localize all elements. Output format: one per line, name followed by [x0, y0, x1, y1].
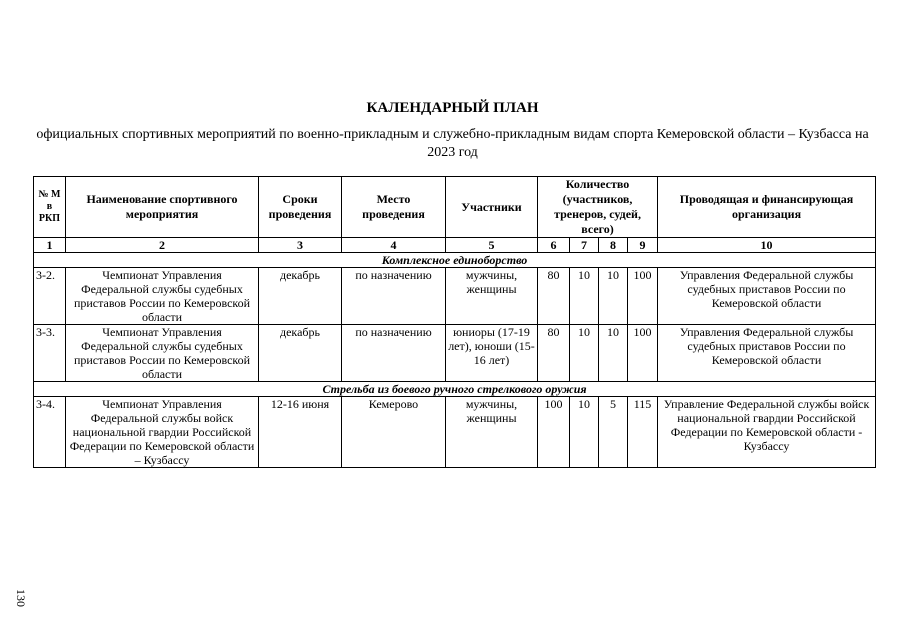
header-organizer: Проводящая и финансирующая организация	[658, 177, 876, 238]
row-count-judges: 10	[599, 325, 628, 382]
row-count-total: 100	[628, 325, 658, 382]
section-row	[34, 382, 876, 397]
row-participants: юниоры (17-19 лет), юноши (15-16 лет)	[446, 325, 538, 382]
row-count-coaches: 10	[570, 268, 599, 325]
column-number: 1	[34, 238, 66, 253]
column-number: 2	[66, 238, 259, 253]
row-count-judges: 10	[599, 268, 628, 325]
row-count-total: 100	[628, 268, 658, 325]
table-row	[34, 268, 876, 325]
column-number: 10	[658, 238, 876, 253]
row-name: Чемпионат Управления Федеральной службы судебных приставов России по Кемеровской области	[66, 268, 259, 325]
row-organizer: Управления Федеральной службы судебных приставов России по Кемеровской области	[658, 325, 876, 382]
row-count-total: 115	[628, 397, 658, 468]
row-name: Чемпионат Управления Федеральной службы судебных приставов России по Кемеровской области	[66, 325, 259, 382]
page-number: 130	[14, 589, 28, 607]
header-dates: Сроки проведения	[259, 177, 342, 238]
section-row	[34, 253, 876, 268]
row-participants: мужчины, женщины	[446, 397, 538, 468]
column-number: 7	[570, 238, 599, 253]
row-dates: декабрь	[259, 325, 342, 382]
row-dates: 12-16 июня	[259, 397, 342, 468]
row-place: Кемерово	[342, 397, 446, 468]
row-place: по назначению	[342, 325, 446, 382]
header-no: № М в РКП	[34, 177, 66, 238]
row-place: по назначению	[342, 268, 446, 325]
header-count: Количество (участников, тренеров, судей, всего)	[538, 177, 658, 238]
section-title: Комплексное единоборство	[34, 253, 876, 268]
row-no: 3-3.	[34, 325, 66, 382]
column-number: 6	[538, 238, 570, 253]
header-place: Место проведения	[342, 177, 446, 238]
section-title: Стрельба из боевого ручного стрелкового оружия	[34, 382, 876, 397]
page-subtitle: официальных спортивных мероприятий по военно-прикладным и служебно-прикладным видам спорта Кемеровской области – Кузбасса на 2023 год	[36, 127, 869, 160]
row-no: 3-2.	[34, 268, 66, 325]
row-count-participants: 80	[538, 268, 570, 325]
row-count-judges: 5	[599, 397, 628, 468]
header-row	[34, 177, 876, 238]
row-name: Чемпионат Управления Федеральной службы войск национальной гвардии Российской Федерации по Кемеровской области – Кузбассу	[66, 397, 259, 468]
column-number: 5	[446, 238, 538, 253]
page-title: КАЛЕНДАРНЫЙ ПЛАН	[366, 100, 539, 116]
column-number: 8	[599, 238, 628, 253]
column-number-row	[34, 238, 876, 253]
row-dates: декабрь	[259, 268, 342, 325]
column-number: 3	[259, 238, 342, 253]
column-number: 4	[342, 238, 446, 253]
calendar-table	[33, 176, 876, 468]
column-number: 9	[628, 238, 658, 253]
row-count-coaches: 10	[570, 397, 599, 468]
row-count-coaches: 10	[570, 325, 599, 382]
table-row	[34, 325, 876, 382]
row-participants: мужчины, женщины	[446, 268, 538, 325]
row-organizer: Управления Федеральной службы судебных приставов России по Кемеровской области	[658, 268, 876, 325]
row-count-participants: 80	[538, 325, 570, 382]
row-organizer: Управление Федеральной службы войск национальной гвардии Российской Федерации по Кемеровской области - Кузбассу	[658, 397, 876, 468]
header-participants: Участники	[446, 177, 538, 238]
header-name: Наименование спортивного мероприятия	[66, 177, 259, 238]
row-count-participants: 100	[538, 397, 570, 468]
row-no: 3-4.	[34, 397, 66, 468]
table-row	[34, 397, 876, 468]
